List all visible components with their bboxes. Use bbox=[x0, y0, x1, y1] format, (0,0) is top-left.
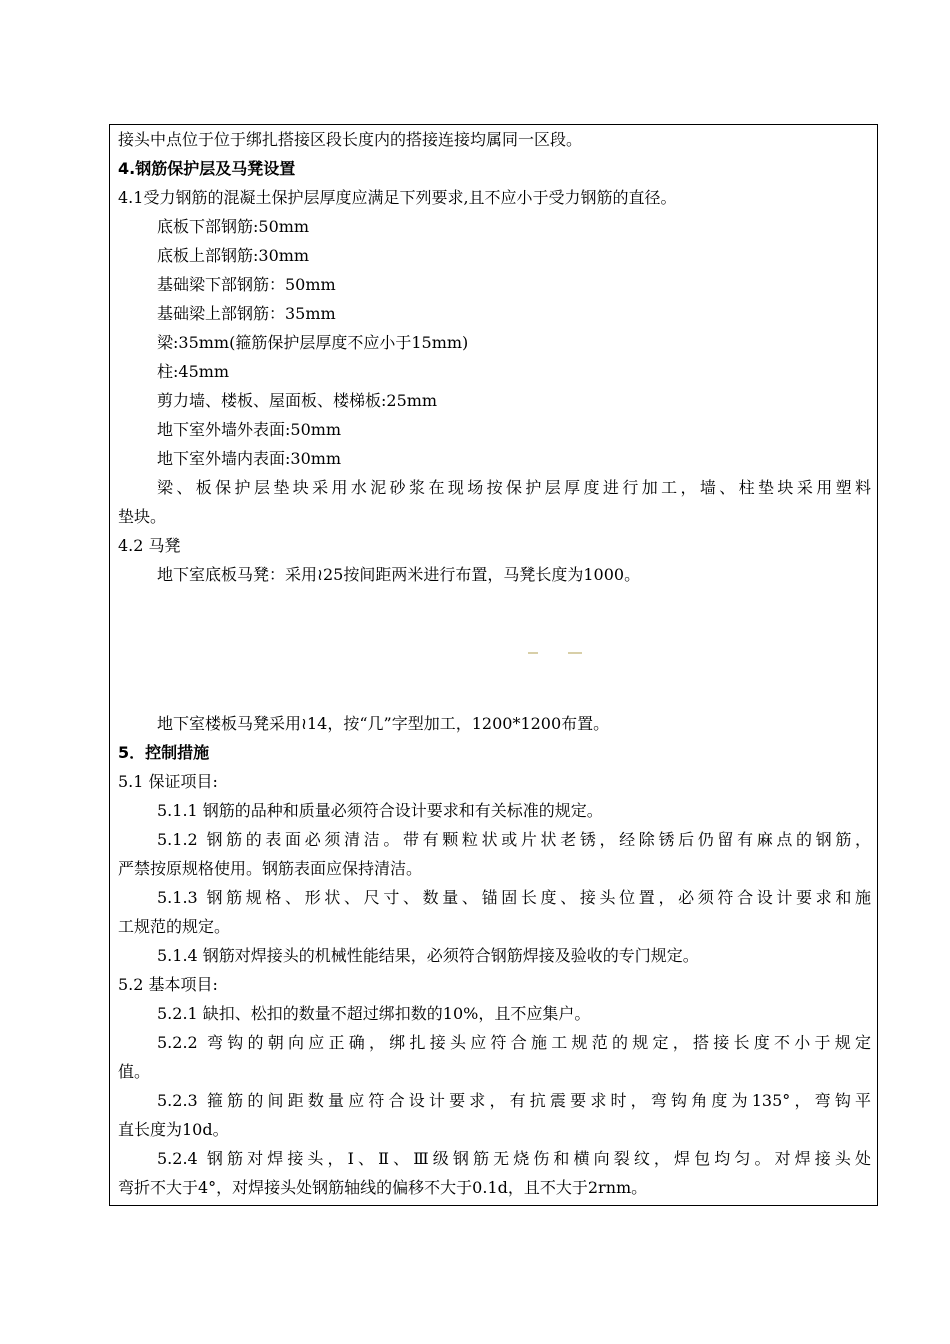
text-line: 5.2.3 箍筋的间距数量应符合设计要求，有抗震要求时，弯钩角度为135°，弯钩平 bbox=[157, 1091, 871, 1110]
text-line: 5.1.4 钢筋对焊接头的机械性能结果，必须符合钢筋焊接及验收的专门规定。 bbox=[157, 946, 699, 965]
text-line: 剪力墙、楼板、屋面板、楼梯板:25mm bbox=[157, 391, 438, 410]
text-line: 值。 bbox=[118, 1062, 151, 1081]
text-line: 梁:35mm(箍筋保护层厚度不应小于15mm) bbox=[157, 333, 469, 352]
text-line: 5.2.4 钢筋对焊接头，Ⅰ、Ⅱ、Ⅲ级钢筋无烧伤和横向裂纹，焊包均匀。对焊接头处 bbox=[157, 1149, 871, 1168]
text-line: 柱:45mm bbox=[157, 362, 230, 381]
text-line: 地下室外墙内表面:30mm bbox=[157, 449, 342, 468]
text-line: 弯折不大于4°，对焊接头处钢筋轴线的偏移不大于0.1d，且不大于2rnm。 bbox=[118, 1178, 648, 1197]
text-line: 地下室外墙外表面:50mm bbox=[157, 420, 342, 439]
text-line: 4.2 马凳 bbox=[118, 536, 181, 555]
faint-image-mark bbox=[528, 652, 538, 654]
text-line: 5.2.1 缺扣、松扣的数量不超过绑扣数的10%，且不应集户。 bbox=[157, 1004, 591, 1023]
text-line: 5.2 基本项目: bbox=[118, 975, 218, 994]
text-line: 底板上部钢筋:30mm bbox=[157, 246, 310, 265]
text-line: 5.1.1 钢筋的品种和质量必须符合设计要求和有关标准的规定。 bbox=[157, 801, 603, 820]
text-line: 工规范的规定。 bbox=[118, 917, 231, 936]
text-line: 地下室底板马凳：采用≀25按间距两米进行布置，马凳长度为1000。 bbox=[157, 565, 641, 584]
text-line: 5.1.3 钢筋规格、形状、尺寸、数量、锚固长度、接头位置，必须符合设计要求和施 bbox=[157, 888, 871, 907]
text-line: 严禁按原规格使用。钢筋表面应保持清洁。 bbox=[118, 859, 423, 878]
text-line: 地下室楼板马凳采用≀14，按“几”字型加工，1200*1200布置。 bbox=[157, 714, 610, 733]
text-line: 5.1.2 钢筋的表面必须清洁。带有颗粒状或片状老锈，经除锈后仍留有麻点的钢筋， bbox=[157, 830, 871, 849]
text-line: 5.1 保证项目: bbox=[118, 772, 218, 791]
text-line: 垫块。 bbox=[118, 507, 167, 526]
text-line: 底板下部钢筋:50mm bbox=[157, 217, 310, 236]
text-line: 直长度为10d。 bbox=[118, 1120, 229, 1139]
text-line: 基础梁下部钢筋：50mm bbox=[157, 275, 336, 294]
text-line: 4.1受力钢筋的混凝土保护层厚度应满足下列要求,且不应小于受力钢筋的直径。 bbox=[118, 188, 677, 207]
document-frame bbox=[109, 124, 878, 1206]
text-line: 5.2.2 弯钩的朝向应正确，绑扎接头应符合施工规范的规定，搭接长度不小于规定 bbox=[157, 1033, 871, 1052]
section-heading: 5．控制措施 bbox=[118, 743, 210, 762]
section-heading: 4.钢筋保护层及马凳设置 bbox=[118, 159, 296, 178]
text-line: 梁、板保护层垫块采用水泥砂浆在现场按保护层厚度进行加工，墙、柱垫块采用塑料 bbox=[157, 478, 871, 497]
text-line: 基础梁上部钢筋：35mm bbox=[157, 304, 336, 323]
text-line: 接头中点位于位于绑扎搭接区段长度内的搭接连接均属同一区段。 bbox=[118, 130, 583, 149]
faint-image-mark bbox=[568, 652, 582, 654]
